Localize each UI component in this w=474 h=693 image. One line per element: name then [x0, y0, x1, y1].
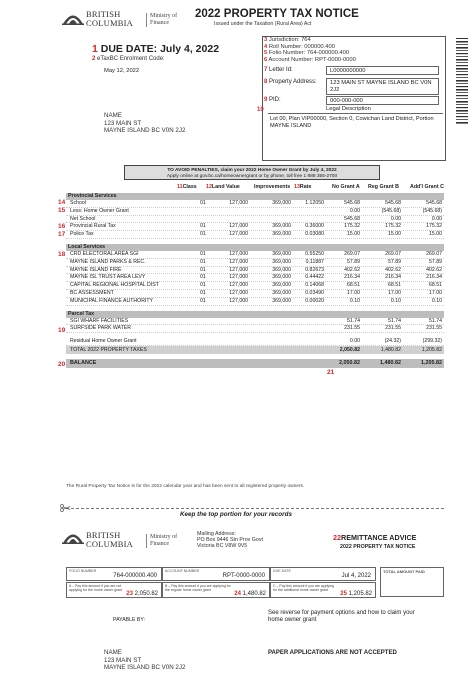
remittance-title: 22REMITTANCE ADVICE	[333, 533, 417, 542]
local-cell: 0.10	[390, 297, 401, 304]
provincial-cell: 1.12050	[305, 200, 324, 206]
brand-name: BRITISH COLUMBIA	[86, 9, 133, 28]
marker-21: 21	[327, 369, 335, 376]
local-cell: 57.89	[429, 258, 442, 265]
provincial-cell: 175.32	[344, 223, 360, 230]
provincial-cell: Less: Home Owner Grant	[70, 207, 129, 214]
local-cell: 127,000	[229, 297, 248, 304]
amount-a-box: A – Pay this amount if you are not applying for the home owner grant 23 2,050.82	[66, 582, 162, 598]
provincial-cell: 545.68	[344, 200, 360, 206]
local-cell: 402.62	[344, 266, 360, 273]
barcode-icon	[456, 38, 468, 124]
property-address-label: 8 Property Address:	[264, 79, 317, 85]
local-cell: 68.51	[388, 282, 401, 289]
pid-label: 9 PID:	[264, 97, 281, 103]
provincial-cell: 175.32	[385, 223, 401, 230]
local-cell: 0.82673	[305, 266, 324, 273]
provincial-cell: 15.00	[388, 231, 401, 238]
notice-subtitle: Issued under the Taxation (Rural Area) Act	[214, 21, 312, 27]
parcel-section-header: Parcel Tax	[66, 311, 444, 318]
local-cell: 402.62	[385, 266, 401, 273]
local-cell: 269.07	[385, 250, 401, 257]
provincial-cell: 15.00	[347, 231, 360, 238]
local-cell: BC ASSESSMENT	[70, 289, 114, 296]
letter-id-label: 7 Letter Id:	[264, 67, 293, 73]
provincial-cell: 0.00	[349, 207, 360, 214]
owner-address: NAME 123 MAIN ST MAYNE ISLAND BC V0N 2J2	[104, 112, 186, 135]
parcel-cell: 231.55	[385, 325, 401, 332]
provincial-cell: Police Tax	[70, 231, 94, 238]
local-cell: 0.55250	[305, 250, 324, 257]
local-cell: 369,000	[272, 266, 291, 273]
local-row	[66, 290, 444, 298]
local-cell: 68.51	[429, 282, 442, 289]
local-cell: 68.51	[347, 282, 360, 289]
provincial-row	[66, 223, 444, 231]
local-cell: 17.00	[388, 289, 401, 296]
bc-logo-small-icon	[62, 530, 84, 544]
local-cell: 01	[200, 297, 206, 304]
parcel-cell: 51.74	[388, 317, 401, 324]
local-cell: 216.34	[385, 274, 401, 281]
local-cell: 127,000	[229, 289, 248, 296]
local-cell: 369,000	[272, 282, 291, 289]
local-section-header: Local Services	[66, 244, 444, 251]
provincial-cell: 0.36000	[305, 223, 324, 230]
provincial-cell: (545.68)	[381, 207, 401, 214]
local-row	[66, 274, 444, 282]
issue-date: May 12, 2022	[104, 68, 140, 74]
residual-grant-row: Residual Home Owner Grant 0.00 (24.32) (299.32)	[66, 338, 444, 346]
tax-table	[66, 183, 444, 368]
ministry-name: Ministry of Finance	[146, 13, 177, 27]
local-cell: 127,000	[229, 266, 248, 273]
local-cell: MUNICIPAL FINANCE AUTHORITY	[70, 297, 154, 304]
provincial-cell: (545.68)	[422, 207, 442, 214]
cut-line	[66, 508, 444, 509]
provincial-cell: 127,000	[229, 223, 248, 230]
provincial-cell: 545.68	[385, 200, 401, 206]
provincial-cell: 01	[200, 223, 206, 230]
table-header: 11Class 12Land Value Improvements 13Rate No Grant A Reg Grant B Add'l Grant C	[177, 184, 444, 190]
due-date: 1 DUE DATE: July 4, 2022	[92, 43, 220, 55]
local-cell: 127,000	[229, 258, 248, 265]
legal-description-label: Legal Description	[268, 106, 443, 114]
local-cell: 127,000	[229, 274, 248, 281]
parcel-cell: 231.55	[426, 325, 442, 332]
local-cell: 0.10	[349, 297, 360, 304]
bc-logo-icon	[62, 11, 84, 25]
roll-number: 4 Roll Number: 000000.400	[264, 43, 335, 50]
parcel-row	[66, 325, 444, 333]
folio-box: FOLIO NUMBER 764-000000.400	[66, 567, 162, 581]
parcel-cell: 231.55	[344, 325, 360, 332]
local-cell: 17.00	[347, 289, 360, 296]
provincial-cell: 175.32	[426, 223, 442, 230]
local-row	[66, 259, 444, 267]
marker-19: 19	[58, 327, 66, 334]
local-cell: 01	[200, 250, 206, 257]
local-row	[66, 267, 444, 275]
local-cell: 269.07	[344, 250, 360, 257]
local-row	[66, 282, 444, 290]
provincial-cell: 0.00	[431, 215, 442, 222]
local-cell: 127,000	[229, 282, 248, 289]
ministry-name-remit: Ministry of Finance	[146, 534, 177, 548]
provincial-cell: 15.00	[429, 231, 442, 238]
jurisdiction: 3 Jurisdiction: 764	[264, 37, 311, 43]
provincial-cell: 01	[200, 200, 206, 206]
local-cell: 01	[200, 266, 206, 273]
provincial-cell: 369,000	[272, 231, 291, 238]
provincial-cell: 369,000	[272, 200, 291, 206]
local-cell: 369,000	[272, 289, 291, 296]
local-row	[66, 298, 444, 306]
remittance-subtitle: 2022 PROPERTY TAX NOTICE	[340, 544, 416, 550]
reverse-note: See reverse for payment options and how to claim your home owner grant	[268, 610, 415, 624]
due-date-box: DUE DATE Jul 4, 2022	[270, 567, 376, 581]
scissors-icon	[60, 504, 70, 512]
provincial-cell: 0.00	[390, 215, 401, 222]
local-cell: 127,000	[229, 250, 248, 257]
provincial-cell: 01	[200, 231, 206, 238]
local-row	[66, 251, 444, 259]
provincial-cell: 127,000	[229, 200, 248, 206]
local-cell: 0.10	[431, 297, 442, 304]
local-cell: 01	[200, 274, 206, 281]
account-number: 6 Account Number: RPT-0000-0000	[264, 57, 356, 64]
local-cell: 0.44422	[305, 274, 324, 281]
local-cell: 0.11887	[305, 258, 324, 265]
marker-15: 15	[58, 207, 66, 214]
total-paid-box[interactable]: TOTAL AMOUNT PAID	[380, 567, 444, 597]
legal-marker: 10	[257, 107, 264, 113]
local-cell: 01	[200, 289, 206, 296]
brand-name-remit: BRITISH COLUMBIA	[86, 530, 133, 549]
etax-code: 2 eTaxBC Enrolment Code:	[92, 56, 165, 62]
provincial-cell: 369,000	[272, 223, 291, 230]
provincial-cell: 545.68	[344, 215, 360, 222]
parcel-row	[66, 318, 444, 326]
local-cell: 369,000	[272, 274, 291, 281]
owner-address-remit: NAME 123 MAIN ST MAYNE ISLAND BC V0N 2J2	[104, 649, 186, 672]
parcel-cell: SURFSIDE PARK WATER	[70, 325, 132, 332]
property-address-value: 123 MAIN ST MAYNE ISLAND BC V0N 2J2	[326, 78, 439, 95]
mailing-address: Mailing Address: PO Box 9446 Stn Prov Govt Victoria BC V8W 9V5	[197, 531, 263, 550]
local-cell: 216.34	[426, 274, 442, 281]
parcel-cell: 51.74	[347, 317, 360, 324]
provincial-row	[66, 208, 444, 216]
local-cell: CAPITAL REGIONAL HOSPITAL DIST	[70, 282, 159, 289]
local-cell: 269.07	[426, 250, 442, 257]
local-cell: 0.14068	[305, 282, 324, 289]
footnote: The Rural Property Tax Notice is for the 2022 calendar year and has been sent to all registered property owners.	[66, 484, 305, 489]
provincial-section-header: Provincial Services	[66, 193, 444, 200]
provincial-cell: Provincial Rural Tax	[70, 223, 116, 230]
local-cell: MAYNE ISLAND FIRE	[70, 266, 122, 273]
local-cell: 01	[200, 282, 206, 289]
local-cell: 216.34	[344, 274, 360, 281]
penalty-notice: TO AVOID PENALTIES, claim your 2022 Home Owner Grant by July 4, 2022 Apply online at gov.bc.ca/homeownergrant or by phone, toll free 1 888 355-2700	[124, 165, 380, 180]
folio-number: 5 Folio Number: 764-000000.400	[264, 50, 350, 57]
local-cell: 369,000	[272, 297, 291, 304]
provincial-row	[66, 216, 444, 224]
provincial-cell: School	[70, 200, 86, 206]
local-cell: 01	[200, 258, 206, 265]
marker-17: 17	[58, 231, 66, 238]
marker-18: 18	[58, 251, 66, 258]
local-cell: CRD ELECTORAL AREA SGI	[70, 250, 139, 257]
provincial-row	[66, 231, 444, 239]
keep-records-text: Keep the top portion for your records	[180, 511, 292, 518]
local-cell: 0.00020	[305, 297, 324, 304]
legal-description-value: Lot 00, Plan VIP00000, Section 0, Cowichan Land District, Portion MAYNE ISLAND	[270, 116, 434, 129]
account-box: ACCOUNT NUMBER RPT-0000-0000	[162, 567, 270, 581]
payable-by: PAYABLE BY:	[113, 617, 146, 623]
parcel-cell: 51.74	[429, 317, 442, 324]
marker-16: 16	[58, 223, 66, 230]
amount-b-box: B – Pay this amount if you are applying for the regular home owner grant 24 1,480.82	[162, 582, 270, 598]
local-cell: 402.62	[426, 266, 442, 273]
local-cell: 17.00	[429, 289, 442, 296]
marker-14: 14	[58, 199, 66, 206]
balance-row: BALANCE 2,050.82 1,480.82 1,205.82	[66, 359, 444, 368]
paper-applications-notice: PAPER APPLICATIONS ARE NOT ACCEPTED	[268, 650, 397, 656]
local-cell: 369,000	[272, 258, 291, 265]
local-cell: 369,000	[272, 250, 291, 257]
local-cell: 57.89	[388, 258, 401, 265]
parcel-cell: SGI WHARF FACILITIES	[70, 317, 129, 324]
marker-20: 20	[58, 361, 66, 368]
local-cell: MAYNE ISLAND PARKS & REC.	[70, 258, 146, 265]
letter-id-value: L0000000000	[326, 66, 439, 75]
provincial-cell: Net School	[70, 215, 96, 222]
local-cell: MAYNE ISL TRUST AREA LEVY	[70, 274, 146, 281]
notice-title: 2022 PROPERTY TAX NOTICE	[195, 8, 359, 20]
local-cell: 57.89	[347, 258, 360, 265]
local-cell: 0.03490	[305, 289, 324, 296]
amount-c-box: C – Pay this amount if you are applying for the additional home owner grant 25 1,205.82	[270, 582, 376, 598]
provincial-cell: 127,000	[229, 231, 248, 238]
total-row: TOTAL 2022 PROPERTY TAXES 2,050.82 1,480.82 1,205.82	[66, 346, 444, 354]
provincial-cell: 545.68	[426, 200, 442, 206]
provincial-cell: 0.03080	[305, 231, 324, 238]
provincial-row	[66, 200, 444, 208]
pid-value: 000-000-000	[326, 96, 439, 105]
